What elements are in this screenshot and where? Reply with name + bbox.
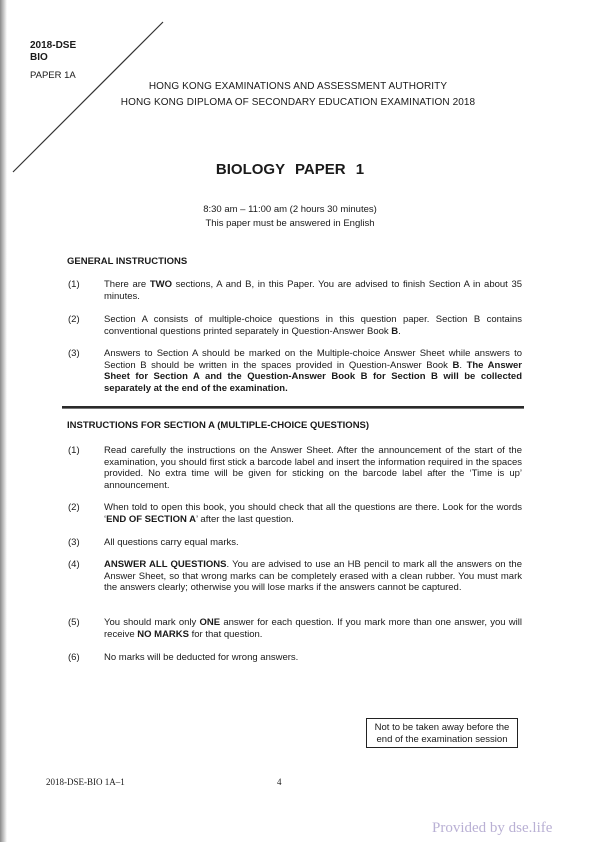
instruction-text: Read carefully the instructions on the Answer Sheet. After the announcement of the start of the examination, you should first stick a barcode label and insert the information required in the spaces provided. No extra time will be given for sticking on the barcode label after the ‘Time is up’ announcement. xyxy=(104,445,522,491)
instruction-text: All questions carry equal marks. xyxy=(104,537,239,548)
section-divider-shadow xyxy=(62,408,524,409)
instruction-text: There are xyxy=(104,279,150,290)
emphasis-text: ONE xyxy=(199,617,221,628)
instruction-text: answer for each question. If you mark more than one answer, you will receive xyxy=(104,617,522,640)
authority-name: HONG KONG EXAMINATIONS AND ASSESSMENT AUTHORITY xyxy=(148,81,448,92)
section-a-item-text xyxy=(104,502,522,525)
section-a-item-text xyxy=(104,617,522,640)
general-item-number: (1) xyxy=(68,279,80,290)
general-item-text xyxy=(104,348,522,394)
general-item-number: (2) xyxy=(68,314,80,325)
emphasis-text: B xyxy=(391,325,399,337)
watermark: Provided by dse.life xyxy=(432,820,553,836)
page-number: 4 xyxy=(277,777,282,787)
paper-label: PAPER 1A xyxy=(30,70,76,81)
emphasis-text: B xyxy=(452,359,460,371)
language-note: This paper must be answered in English xyxy=(205,218,375,229)
emphasis-text: ANSWER ALL QUESTIONS xyxy=(104,559,227,570)
subject-code xyxy=(30,40,76,64)
section-a-heading: INSTRUCTIONS FOR SECTION A (MULTIPLE-CHOICE QUESTIONS) xyxy=(67,420,370,431)
emphasis-text: The Answer Sheet for Section A and the Question-Answer Book B for Section B will be collected separately at the end of the examination. xyxy=(104,359,523,394)
instruction-text: ’ after the last question. xyxy=(196,513,294,525)
instruction-text: . xyxy=(459,359,467,371)
take-away-notice-box xyxy=(366,718,518,748)
section-a-item-number: (3) xyxy=(68,537,80,548)
notice-line: end of the examination session xyxy=(376,734,508,745)
footer-paper-code: 2018-DSE-BIO 1A–1 xyxy=(46,777,125,787)
general-item-text xyxy=(104,314,522,337)
exam-time: 8:30 am – 11:00 am (2 hours 30 minutes) xyxy=(203,204,377,215)
instruction-text: sections, A and B, in this Paper. You are advised to finish Section A in about 35 minutes. xyxy=(104,279,523,302)
paper-title: BIOLOGY PAPER 1 xyxy=(215,161,365,178)
exam-name: HONG KONG DIPLOMA OF SECONDARY EDUCATION EXAMINATION 2018 xyxy=(120,97,476,108)
instruction-text: . xyxy=(398,325,401,337)
emphasis-text: TWO xyxy=(149,279,172,290)
section-a-item-number: (4) xyxy=(68,559,80,570)
instruction-text: for that question. xyxy=(189,628,263,640)
instruction-text: Section A consists of multiple-choice questions in this question paper. Section B contains conventional questions printed separately in Question-Answer Book xyxy=(104,314,522,337)
section-a-item-text xyxy=(104,559,522,594)
instruction-text: When told to open this book, you should check that all the questions are there. Look for the words ‘ xyxy=(104,502,522,525)
instruction-text: No marks will be deducted for wrong answers. xyxy=(104,652,299,663)
instruction-text: . You are advised to use an HB pencil to mark all the answers on the Answer Sheet, so that wrong marks can be completely erased with a clean rubber. You must mark the answers clearly; otherwise you will lose marks if the answers cannot be captured. xyxy=(104,559,522,593)
section-a-item-number: (5) xyxy=(68,617,80,628)
section-a-item-number: (6) xyxy=(68,652,80,663)
section-a-item-text xyxy=(104,652,522,664)
general-item-number: (3) xyxy=(68,348,80,359)
subject-code-subject: BIO xyxy=(30,52,48,63)
section-a-item-text xyxy=(104,445,522,491)
notice-line: Not to be taken away before the xyxy=(374,722,510,733)
general-item-text xyxy=(104,279,522,302)
section-a-item-number: (1) xyxy=(68,445,80,456)
subject-code-year: 2018-DSE xyxy=(30,40,77,51)
section-a-item-number: (2) xyxy=(68,502,80,513)
emphasis-text: END OF SECTION A xyxy=(106,513,197,525)
instruction-text: You should mark only xyxy=(104,617,200,628)
emphasis-text: NO MARKS xyxy=(137,628,189,640)
section-a-item-text xyxy=(104,537,522,549)
general-instructions-heading: GENERAL INSTRUCTIONS xyxy=(67,256,188,267)
instruction-text: Answers to Section A should be marked on the Multiple-choice Answer Sheet while answers to Section B should be written in the spaces provided in Question-Answer Book xyxy=(104,348,522,371)
